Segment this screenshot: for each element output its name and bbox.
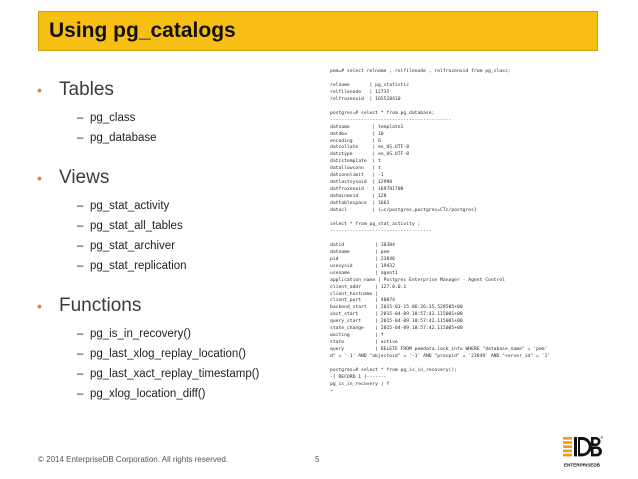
copyright-footer: © 2014 EnterpriseDB Corporation. All rights reserved. [38,455,228,464]
dash-icon: – [77,348,84,360]
dash-icon: – [77,112,84,124]
list-item: – pg_stat_archiver [37,236,337,256]
section-heading [37,292,337,320]
section-label-functions: Functions [59,295,142,316]
bullet-icon: • [37,298,42,314]
dash-icon: – [77,200,84,212]
section-heading [37,164,337,192]
section-views [37,164,337,276]
list-item: – pg_database [37,128,337,148]
dash-icon: – [77,328,84,340]
list-item: – pg_stat_all_tables [37,216,337,236]
title-bar [38,11,598,51]
page-number: 5 [315,455,320,464]
list-item: – pg_last_xlog_replay_location() [37,344,337,364]
terminal-output: pem=# select relname , relfilenode , relfrozenxid from pg_class; relname | pg_statistic relfilenode | 12735 relfrozenxid | 165528410 postgres=# select * from pg_database; ------------------------------------------- datname | template1 datdba | 10 encoding | 6 datcollate | en_US.UTF-8 datctype | en_US.UTF-8 datistemplate | t datallowconn | t datconnlimit | -1 datlastsysoid | 12998 datfrozenxid | 169781700 datminmxid | 128 dattablespace | 1663 datacl | {=c/postgres,postgres=CTc/postgres} select * from pg_stat_activity ; ------------------------------------ datid | 16384 datname | pem pid | 23846 usesysid | 19432 usename | agent1 application_name | Postgres Enterprise Manager - Agent Control client_addr | 127.0.0.1 client_hostname | client_port | 40074 backend_start | 2015-01-15 06:26:35.528505+00 xact_start | 2015-04-09 10:57:42.115001+00 query_start | 2015-04-09 10:57:42.115001+00 state_change | 2015-04-09 10:57:42.115005+00 waiting | f state | active query | DELETE FROM pemdata.lock_info WHERE "database_name" = 'pem' d" = '-1' AND "objectoid" = '-1' AND "procpid" = '23849' AND "server_id" = '1' postgres=# select * from pg_is_in_recovery(); -[ RECORD 1 ]------- pg_is_in_recovery | f ~ [330,69,551,394]
section-functions [37,292,337,404]
slide-title: Using pg_catalogs [49,19,236,42]
dash-icon: – [77,388,84,400]
logo-wordmark: ENTERPRISEDB [564,462,600,468]
edb-logo-icon [561,433,603,471]
section-tables [37,76,337,148]
dash-icon: – [77,260,84,272]
sub-list-tables [37,108,337,148]
bullet-icon: • [37,82,42,98]
list-item: – pg_class [37,108,337,128]
list-item: – pg_xlog_location_diff() [37,384,337,404]
list-item: – pg_stat_activity [37,196,337,216]
dash-icon: – [77,132,84,144]
registered-mark: ® [600,436,604,440]
bullet-list [37,76,337,404]
dash-icon: – [77,220,84,232]
bullet-icon: • [37,170,42,186]
list-item: – pg_last_xact_replay_timestamp() [37,364,337,384]
sub-list-functions [37,324,337,404]
section-label-tables: Tables [59,79,114,100]
dash-icon: – [77,240,84,252]
dash-icon: – [77,368,84,380]
list-item: – pg_stat_replication [37,256,337,276]
terminal-screenshot [330,69,592,394]
section-label-views: Views [59,167,110,188]
sub-list-views [37,196,337,276]
section-heading [37,76,337,104]
list-item: – pg_is_in_recovery() [37,324,337,344]
